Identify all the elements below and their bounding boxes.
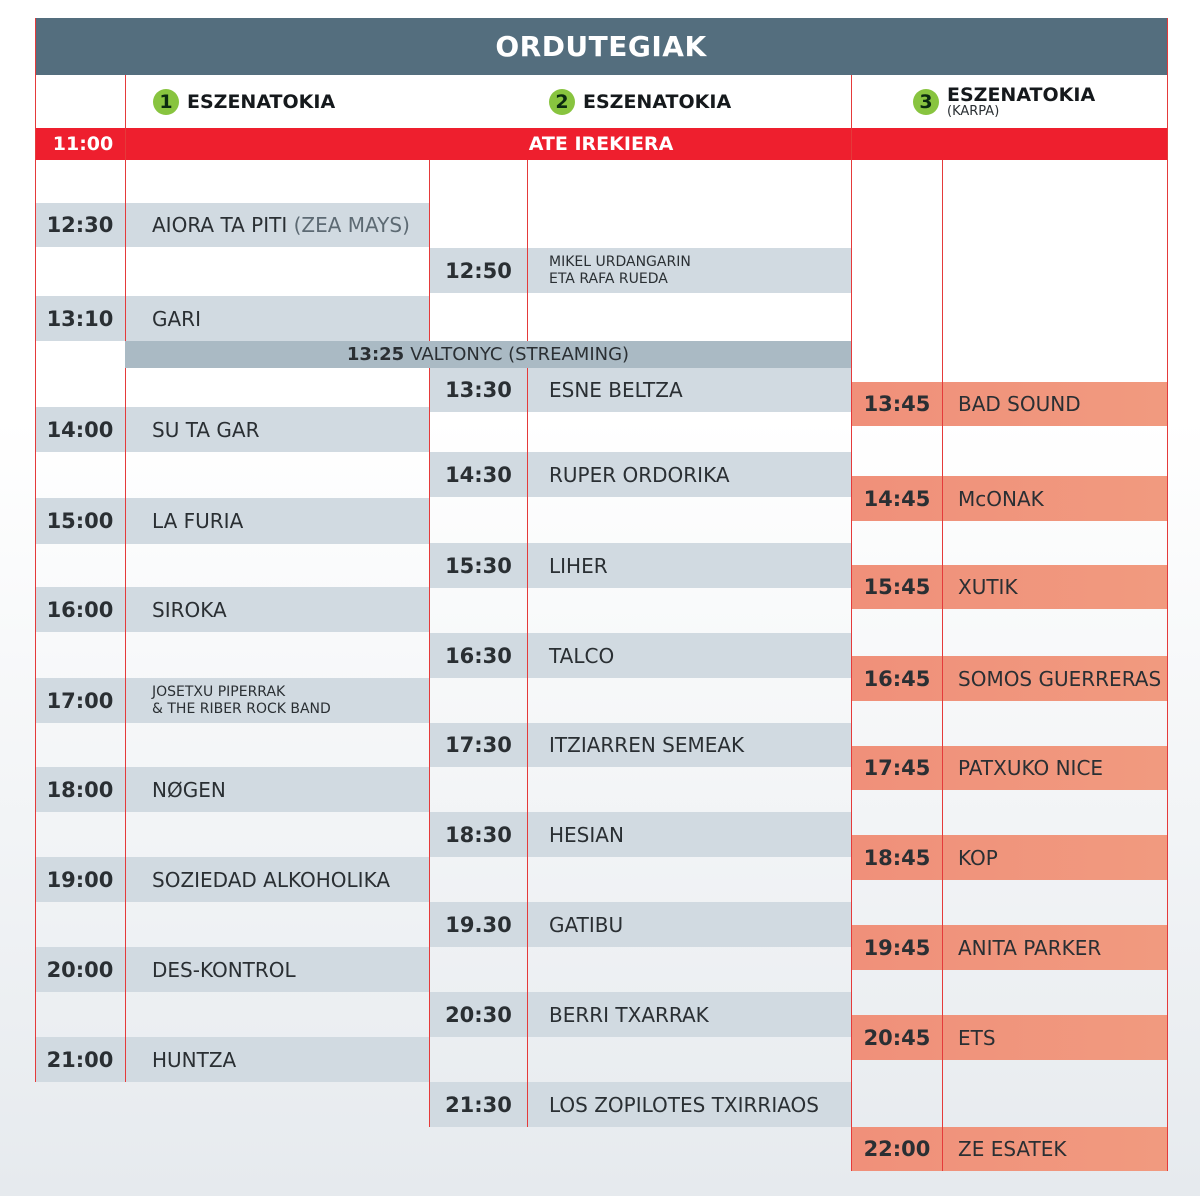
slot-time: 21:00 (46, 1047, 114, 1072)
gates-open-label: ATE IREKIERA (528, 133, 674, 155)
stage-1-number-badge: 1 (153, 89, 179, 115)
stage-3-slot (851, 656, 1167, 701)
gates-open-time: 11:00 (52, 133, 114, 155)
slot-time: 18:30 (445, 822, 512, 847)
grid-line (942, 160, 943, 1171)
slot-time: 12:30 (46, 213, 114, 237)
slot-artist: RUPER ORDORIKA (549, 462, 730, 487)
slot-artist: SOZIEDAD ALKOHOLIKA (152, 867, 391, 892)
slot-time: 19:45 (863, 935, 931, 960)
slot-artist: GARI (152, 306, 201, 331)
slot-time: 17:30 (445, 733, 512, 757)
slot-time: 14:00 (46, 417, 114, 442)
stage-3-slot (851, 925, 1167, 970)
slot-artist: SU TA GAR (152, 417, 260, 442)
stage-2-slot (430, 368, 851, 412)
stage-2-slot (430, 723, 851, 767)
stage-2-slot (430, 633, 851, 678)
slot-artist: HUNTZA (152, 1047, 237, 1072)
stage-2-slot (430, 543, 851, 588)
slot-artist: KOP (958, 845, 998, 870)
slot-time: 18:45 (863, 845, 931, 870)
stage-1-slot (35, 947, 429, 992)
slot-time: 21:30 (445, 1092, 512, 1117)
slot-time: 19.30 (445, 912, 512, 937)
grid-line (35, 18, 36, 1082)
slot-artist: HESIAN (549, 822, 624, 847)
stage-1-slot (35, 767, 429, 812)
slot-artist: BAD SOUND (958, 392, 1081, 416)
stage-1-slot (35, 678, 429, 723)
slot-time: 15:00 (46, 509, 114, 533)
stage-3-slot (851, 1015, 1167, 1060)
slot-artist: ITZIARREN SEMEAK (549, 733, 745, 757)
slot-artist: SIROKA (152, 597, 227, 622)
stage-2-header (527, 75, 851, 128)
stage-2-slot (430, 812, 851, 857)
slot-artist: LOS ZOPILOTES TXIRRIAOS (549, 1092, 819, 1117)
stage-3-slot (851, 476, 1167, 521)
slot-time: 13:30 (445, 378, 512, 402)
slot-time: 19:00 (46, 867, 114, 892)
grid-line (125, 368, 126, 1082)
slot-artist: JOSETXU PIPERRAK & THE RIBER ROCK BAND (152, 683, 331, 717)
slot-time: 16:45 (863, 666, 931, 691)
stage-3-slot (851, 746, 1167, 790)
slot-time: 13:45 (863, 392, 931, 416)
stage-1-name: ESZENATOKIA (187, 90, 336, 113)
schedule-title (35, 18, 1167, 75)
slot-artist: XUTIK (958, 575, 1018, 599)
slot-artist: SOMOS GUERRERAS (958, 666, 1162, 691)
slot-artist: BERRI TXARRAK (549, 1002, 709, 1027)
slot-artist: ZE ESATEK (958, 1137, 1067, 1161)
slot-artist: NØGEN (152, 777, 226, 802)
stage-1-slot (35, 587, 429, 632)
stage-2-number-badge: 2 (549, 89, 575, 115)
stage-3-label-group (947, 85, 1095, 119)
slot-artist: LA FURIA (152, 509, 244, 533)
stage-3-slot (851, 565, 1167, 609)
stage-3-name: ESZENATOKIA (947, 83, 1096, 106)
grid-line (851, 75, 852, 1171)
stage-3-slot (851, 835, 1167, 880)
slot-artist-extra: (ZEA MAYS) (293, 213, 410, 237)
slot-time: 20:45 (863, 1025, 931, 1050)
slot-artist: McONAK (958, 486, 1044, 511)
slot-time: 14:45 (863, 486, 931, 511)
gates-open-bar (35, 128, 1167, 160)
schedule-title-text: ORDUTEGIAK (495, 30, 707, 63)
grid-line (527, 368, 528, 1127)
slot-time: 16:30 (445, 643, 512, 668)
slot-artist: LIHER (549, 553, 608, 578)
slot-time: 18:00 (46, 777, 114, 802)
stage-3-header (851, 75, 1167, 128)
stage-1-header (125, 75, 429, 128)
streaming-label: VALTONYC (STREAMING) (410, 344, 630, 365)
slot-time: 13:10 (46, 306, 114, 331)
stage-1-slot (35, 857, 429, 902)
slot-artist: ANITA PARKER (958, 935, 1102, 960)
slot-time: 16:00 (46, 597, 114, 622)
slot-time: 14:30 (445, 462, 512, 487)
grid-line (429, 368, 430, 1127)
stage-3-slot (851, 1127, 1167, 1171)
stage-1-slot (35, 296, 429, 341)
grid-line (429, 160, 430, 341)
grid-line (1167, 18, 1168, 1171)
streaming-time: 13:25 (346, 344, 405, 365)
slot-artist (125, 213, 410, 237)
slot-artist: ETS (958, 1025, 996, 1050)
slot-artist: GATIBU (549, 912, 624, 937)
stage-1-slot (35, 498, 429, 544)
slot-time: 15:45 (863, 575, 931, 599)
stage-1-slot (35, 1037, 429, 1082)
slot-artist: MIKEL URDANGARIN ETA RAFA RUEDA (549, 253, 691, 287)
stage-2-slot (430, 452, 851, 497)
slot-time: 15:30 (445, 553, 512, 578)
slot-time: 20:00 (46, 957, 114, 982)
stage-2-slot (430, 248, 851, 293)
stage-2-slot (430, 992, 851, 1037)
stage-2-slot (430, 902, 851, 947)
stage-1-slot (35, 203, 429, 247)
stage-2-slot (430, 1082, 851, 1127)
slot-time: 12:50 (445, 258, 512, 283)
slot-artist: TALCO (549, 643, 615, 668)
stage-2-name: ESZENATOKIA (583, 90, 732, 113)
stage-3-slot (851, 382, 1167, 426)
slot-artist: ESNE BELTZA (549, 378, 683, 402)
slot-time: 20:30 (445, 1002, 512, 1027)
streaming-bar (125, 341, 851, 368)
stage-3-number-badge: 3 (913, 89, 939, 115)
slot-artist-name: AIORA TA PITI (152, 213, 288, 237)
slot-time: 17:00 (46, 688, 114, 713)
slot-artist: PATXUKO NICE (958, 756, 1104, 780)
stage-1-slot (35, 407, 429, 452)
slot-artist: DES-KONTROL (152, 957, 296, 982)
stage-3-subtitle: (KARPA) (947, 103, 1000, 119)
slot-time: 17:45 (863, 756, 931, 780)
slot-time: 22:00 (863, 1137, 931, 1161)
grid-line (125, 75, 126, 341)
grid-line (527, 160, 528, 341)
